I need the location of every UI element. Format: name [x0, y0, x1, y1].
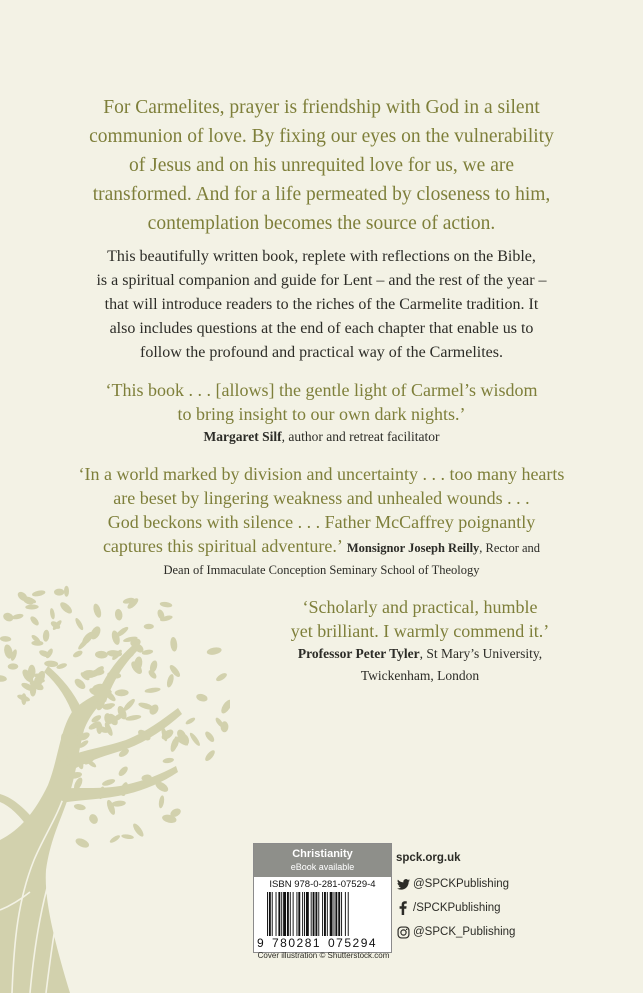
quote-last-line: [40, 534, 603, 559]
barcode-bar: [269, 892, 271, 936]
leaf-shape: [144, 687, 161, 694]
quote-line: are beset by lingering weakness and unhealed wounds . . .: [113, 488, 530, 508]
facebook-link[interactable]: [396, 896, 515, 920]
instagram-handle: @SPCK_Publishing: [413, 926, 516, 938]
twitter-handle: @SPCKPublishing: [413, 878, 510, 890]
barcode-bar: [327, 892, 328, 936]
description: [40, 245, 603, 365]
quote-line: ‘Scholarly and practical, humble: [302, 597, 538, 617]
leaf-shape: [121, 834, 134, 840]
barcode-bar: [313, 892, 315, 936]
quote-author-role: , St Mary’s University,: [419, 646, 543, 661]
leaf-shape: [0, 636, 11, 642]
quote-attribution: [40, 426, 603, 448]
description-line: This beautifully written book, replete with reflections on the Bible,: [107, 248, 536, 265]
quote-line: ‘This book . . . [allows] the gentle light of Carmel’s wisdom: [105, 380, 538, 400]
description-line: is a spiritual companion and guide for Lent – and the rest of the year –: [96, 272, 547, 289]
intro-line: transformed. And for a life permeated by closeness to him,: [92, 184, 551, 205]
endorsement-tyler: [270, 595, 570, 687]
leaf-shape: [42, 629, 49, 642]
barcode-bar: [290, 892, 291, 936]
barcode-digit-group-right: 075294: [328, 936, 378, 950]
leaf-shape: [117, 765, 129, 778]
quote-line: captures this spiritual adventure.’: [102, 536, 343, 556]
quote-line: God beckons with silence . . . Father McCaffrey poignantly: [107, 512, 536, 532]
barcode-panel: [253, 843, 392, 953]
leaf-shape: [73, 803, 86, 811]
leaf-shape: [162, 757, 174, 764]
leaf-shape: [28, 665, 36, 679]
barcode-bar: [341, 892, 342, 936]
description-line: that will introduce readers to the riches of the Carmelite tradition. It: [104, 296, 539, 313]
barcode-bar: [304, 892, 305, 936]
barcode-bar: [287, 892, 289, 936]
website-link[interactable]: spck.org.uk: [396, 852, 461, 864]
leaf-shape: [131, 822, 145, 838]
barcode-bar: [348, 892, 349, 936]
barcode-bar: [267, 892, 268, 936]
quote-line: yet brilliant. I warmly commend it.’: [290, 621, 550, 641]
category-box: [254, 844, 391, 877]
barcode-bar: [345, 892, 346, 936]
quote-line: ‘In a world marked by division and uncertainty . . . too many hearts: [78, 464, 565, 484]
twitter-link[interactable]: [396, 872, 515, 896]
leaf-shape: [72, 649, 84, 659]
barcode-digit-group-left: 780281: [272, 936, 322, 950]
instagram-link[interactable]: [396, 920, 515, 944]
endorsement-silf: [40, 378, 603, 448]
twitter-icon: [396, 877, 410, 891]
category-title: Christianity: [292, 848, 353, 860]
cover-credit: Cover illustration © Shutterstock.com: [257, 951, 390, 960]
leaf-shape: [74, 617, 85, 631]
quote-author-role: , Rector and: [479, 541, 541, 555]
leaf-shape: [109, 834, 121, 844]
leaf-shape: [204, 749, 217, 763]
intro-line: communion of love. By fixing our eyes on the vulnerability: [89, 126, 554, 147]
leaf-shape: [101, 778, 116, 787]
barcode-bar: [283, 892, 286, 936]
leaf-shape: [11, 613, 24, 620]
description-line: follow the profound and practical way of the Carmelites.: [140, 344, 503, 361]
quote-author: Professor Peter Tyler: [297, 646, 420, 661]
barcode-bar: [276, 892, 277, 936]
leaf-shape: [54, 589, 64, 596]
quote-author: Margaret Silf: [203, 429, 282, 444]
leaf-shape: [31, 589, 45, 597]
leaf-shape: [166, 673, 175, 688]
barcode-bar: [322, 892, 323, 936]
intro-text: [40, 93, 603, 238]
barcode-bar: [311, 892, 312, 936]
barcode-bar: [302, 892, 303, 936]
quote-author: Monsignor Joseph Reilly: [346, 541, 480, 555]
leaf-shape: [8, 663, 19, 669]
barcode-bar: [293, 892, 294, 936]
isbn: ISBN 978-0-281-07529-4: [269, 879, 376, 890]
leaf-shape: [170, 637, 178, 652]
facebook-icon: [396, 901, 410, 915]
leaf-shape: [115, 689, 129, 696]
leaf-shape: [25, 604, 39, 609]
barcode-bar: [278, 892, 280, 936]
barcode-bar: [334, 892, 335, 936]
leaf-shape: [92, 603, 103, 619]
intro-line: contemplation becomes the source of action.: [147, 213, 496, 234]
leaf-shape: [215, 671, 228, 682]
category-subtitle: eBook available: [290, 862, 355, 872]
endorsement-reilly: [40, 462, 603, 581]
leaf-shape: [219, 698, 230, 715]
leaf-shape: [204, 730, 216, 743]
barcode-bar: [324, 892, 326, 936]
leaf-shape: [125, 714, 142, 722]
barcode-bar: [330, 892, 333, 936]
barcode-bar: [306, 892, 309, 936]
leaf-shape: [49, 608, 55, 620]
leaf-shape: [158, 795, 165, 809]
intro-line: For Carmelites, prayer is friendship with God in a silent: [103, 97, 540, 118]
description-line: also includes questions at the end of each chapter that enable us to: [109, 320, 534, 337]
leaf-shape: [64, 586, 69, 597]
leaf-shape: [29, 615, 41, 627]
barcode-digit-prefix: 9: [257, 936, 264, 950]
leaf-shape: [2, 611, 15, 623]
leaf-shape: [206, 646, 222, 656]
leaf-shape: [159, 601, 172, 608]
leaf-shape: [95, 651, 108, 659]
quote-author-role-line2: Twickenham, London: [360, 668, 480, 683]
leaf-shape: [188, 731, 201, 747]
barcode-bar: [338, 892, 340, 936]
barcode: [267, 892, 385, 936]
leaf-shape: [31, 640, 43, 646]
quote-line: to bring insight to our own dark nights.’: [177, 404, 466, 424]
leaf-shape: [44, 660, 58, 667]
facebook-handle: /SPCKPublishing: [413, 902, 501, 914]
barcode-bar: [272, 892, 273, 936]
leaf-shape: [195, 693, 208, 703]
leaf-shape: [114, 608, 123, 621]
leaf-shape: [58, 600, 74, 615]
leaf-shape: [0, 675, 7, 683]
quote-author-role-line2: Dean of Immaculate Conception Seminary School of Theology: [163, 563, 480, 577]
barcode-bar: [335, 892, 337, 936]
leaf-shape: [87, 813, 99, 826]
leaf-shape: [185, 716, 197, 725]
social-links: [396, 846, 515, 944]
tree-illustration: [0, 580, 230, 993]
quote-attribution: [270, 643, 570, 665]
quote-author-role: , author and retreat facilitator: [281, 429, 440, 444]
barcode-bar: [318, 892, 319, 936]
barcode-bar: [281, 892, 282, 936]
leaf-shape: [74, 836, 90, 849]
instagram-icon: [396, 925, 410, 939]
barcode-bar: [315, 892, 317, 936]
barcode-bar: [296, 892, 297, 936]
leaf-shape: [144, 624, 154, 630]
intro-line: of Jesus and on his unrequited love for us, we are: [128, 155, 515, 176]
barcode-bar: [298, 892, 300, 936]
